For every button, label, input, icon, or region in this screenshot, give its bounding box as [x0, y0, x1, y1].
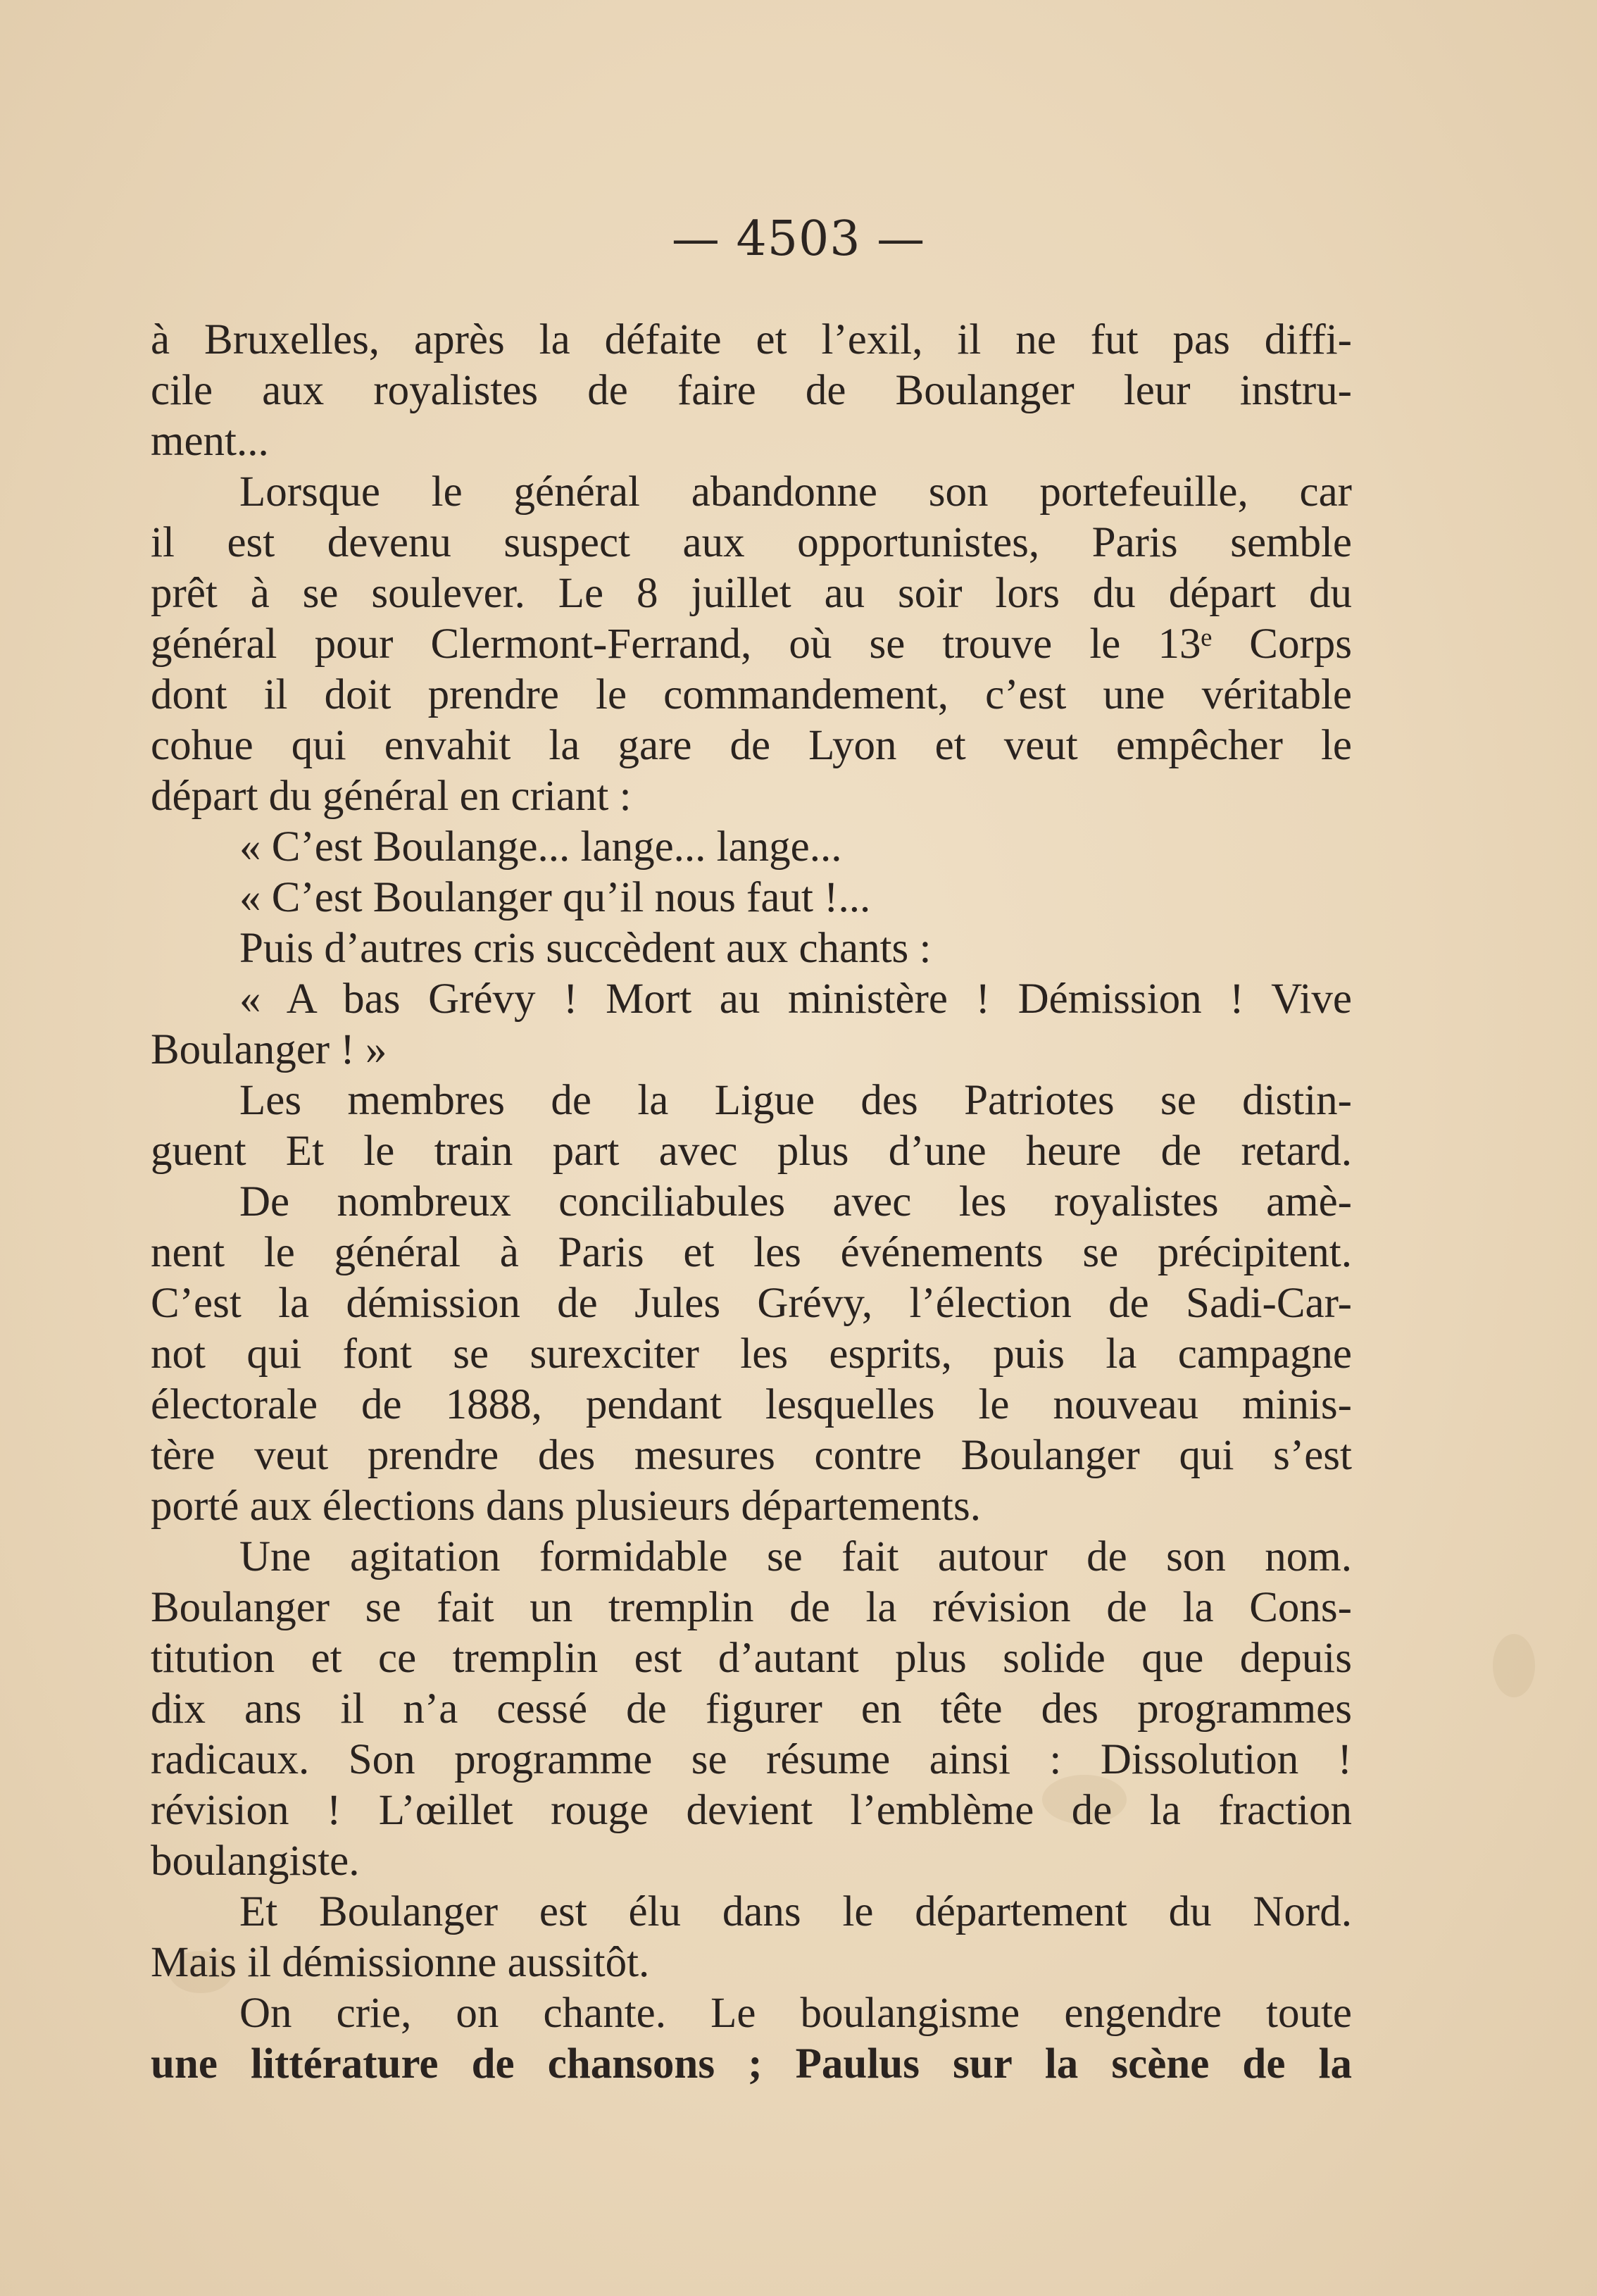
text-line: dont il doit prendre le commandement, c’est une véritable — [151, 671, 1352, 718]
text-line: « C’est Boulange... lange... lange... — [239, 823, 842, 871]
text-line: radicaux. Son programme se résume ainsi : Dissolution ! — [151, 1736, 1352, 1783]
text-line: tère veut prendre des mesures contre Boulanger qui s’est — [151, 1432, 1352, 1479]
text-line: titution et ce tremplin est d’autant plus solide que depuis — [151, 1635, 1352, 1682]
text-line: il est devenu suspect aux opportunistes, Paris semble — [151, 519, 1352, 566]
text-line: « C’est Boulanger qu’il nous faut !... — [239, 874, 871, 921]
text-line: cohue qui envahit la gare de Lyon et veut empêcher le — [151, 722, 1352, 769]
page-number: — 4503 — — [671, 211, 926, 267]
text-line: révision ! L’œillet rouge devient l’emblème de la fraction — [151, 1787, 1352, 1834]
text-line: nent le général à Paris et les événements se précipitent. — [151, 1229, 1352, 1276]
text-line: « A bas Grévy ! Mort au ministère ! Démission ! Vive — [239, 975, 1352, 1023]
text-line: not qui font se surexciter les esprits, puis la campagne — [151, 1330, 1352, 1378]
text-line: boulangiste. — [151, 1838, 360, 1885]
text-line: Les membres de la Ligue des Patriotes se distin- — [239, 1077, 1352, 1124]
paper-stain — [1493, 1634, 1535, 1697]
text-line: Boulanger ! » — [151, 1026, 387, 1073]
text-line: Une agitation formidable se fait autour de son nom. — [239, 1533, 1352, 1580]
text-line: dix ans il n’a cessé de figurer en tête des programmes — [151, 1685, 1352, 1733]
text-line: guent Et le train part avec plus d’une heure de retard. — [151, 1128, 1352, 1175]
text-line: à Bruxelles, après la défaite et l’exil, il ne fut pas diffi- — [151, 316, 1352, 363]
text-line: une littérature de chansons ; Paulus sur la scène de la — [151, 2040, 1352, 2088]
text-line: électorale de 1888, pendant lesquelles le nouveau minis- — [151, 1381, 1352, 1428]
text-line: cile aux royalistes de faire de Boulanger leur instru- — [151, 367, 1352, 414]
text-line: Mais il démissionne aussitôt. — [151, 1939, 650, 1986]
text-line: Boulanger se fait un tremplin de la révision de la Cons- — [151, 1584, 1352, 1631]
text-line: De nombreux conciliabules avec les royalistes amè- — [239, 1178, 1352, 1225]
text-line: ment... — [151, 418, 269, 465]
text-line: Et Boulanger est élu dans le département du Nord. — [239, 1888, 1352, 1935]
text-line: départ du général en criant : — [151, 773, 632, 820]
text-line: Puis d’autres cris succèdent aux chants : — [239, 925, 932, 972]
text-line: C’est la démission de Jules Grévy, l’élection de Sadi-Car- — [151, 1280, 1352, 1327]
text-line: Lorsque le général abandonne son portefeuille, car — [239, 468, 1352, 516]
text-line: général pour Clermont-Ferrand, où se trouve le 13ᵉ Corps — [151, 620, 1352, 668]
text-line: On crie, on chante. Le boulangisme engendre toute — [239, 1990, 1352, 2037]
text-line: prêt à se soulever. Le 8 juillet au soir lors du départ du — [151, 570, 1352, 617]
text-line: porté aux élections dans plusieurs départements. — [151, 1483, 981, 1530]
